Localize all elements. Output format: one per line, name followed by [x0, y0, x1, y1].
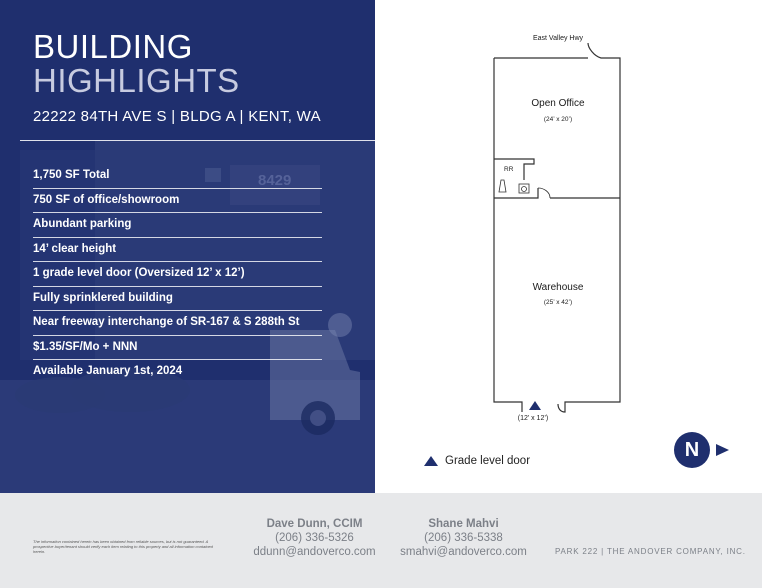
contact-card — [247, 517, 382, 559]
grade-door-icon — [424, 456, 438, 466]
room-open-office: Open Office — [531, 98, 585, 109]
contact-phone[interactable]: (206) 336-5338 — [424, 532, 503, 544]
disclaimer: The information contained herein has been obtained from reliable sources, but is not guaranteed. A prospective buyer/tenant should verify each item relating to this property and all information contained herein. — [33, 539, 213, 554]
divider — [20, 140, 375, 141]
north-icon: N — [674, 432, 710, 468]
room-warehouse: Warehouse — [532, 282, 584, 293]
room-rr: RR — [504, 166, 514, 173]
list-item: Near freeway interchange of SR-167 & S 288th St — [33, 311, 322, 336]
building-number: 8429 — [258, 172, 292, 189]
list-item: 750 SF of office/showroom — [33, 189, 322, 214]
list-item: 1,750 SF Total — [33, 164, 322, 189]
brand-line: PARK 222 | THE ANDOVER COMPANY, INC. — [555, 547, 746, 556]
footer — [0, 493, 762, 588]
list-item: 14’ clear height — [33, 238, 322, 263]
toilet-icon — [499, 180, 506, 192]
property-address: 22222 84TH AVE S | BLDG A | KENT, WA — [33, 108, 321, 125]
legend-label: Grade level door — [445, 455, 531, 467]
contact-card — [396, 517, 531, 559]
contact-phone[interactable]: (206) 336-5326 — [275, 532, 354, 544]
street-label: East Valley Hwy — [532, 35, 584, 42]
restroom-door-swing — [538, 188, 550, 198]
outer-wall-left — [494, 58, 588, 412]
floor-plan — [480, 28, 640, 428]
contact-name: Shane Mahvi — [428, 518, 499, 530]
contact-email[interactable]: ddunn@andoverco.com — [253, 546, 376, 558]
room-open-office-size: (24’ x 20’) — [543, 116, 573, 123]
door-size: (12’ x 12’) — [517, 415, 549, 422]
title-line2: HIGHLIGHTS — [33, 62, 240, 99]
contact-email[interactable]: smahvi@andoverco.com — [400, 546, 527, 558]
list-item: Abundant parking — [33, 213, 322, 238]
highlights-panel — [0, 0, 375, 493]
legend — [424, 455, 530, 467]
room-warehouse-size: (25’ x 42’) — [543, 299, 573, 306]
list-item: Fully sprinklered building — [33, 287, 322, 312]
list-item: 1 grade level door (Oversized 12’ x 12’) — [33, 262, 322, 287]
list-item: Available January 1st, 2024 — [33, 365, 183, 377]
contact-name: Dave Dunn, CCIM — [266, 518, 363, 530]
page-title — [33, 30, 240, 98]
title-line1: BUILDING — [33, 28, 193, 65]
grade-door-icon — [529, 401, 541, 410]
partition-wall — [494, 188, 620, 198]
highlights-list — [33, 164, 322, 384]
restroom-wall — [494, 159, 534, 180]
arrow-right-icon — [716, 444, 729, 456]
list-item: $1.35/SF/Mo + NNN — [33, 336, 322, 361]
